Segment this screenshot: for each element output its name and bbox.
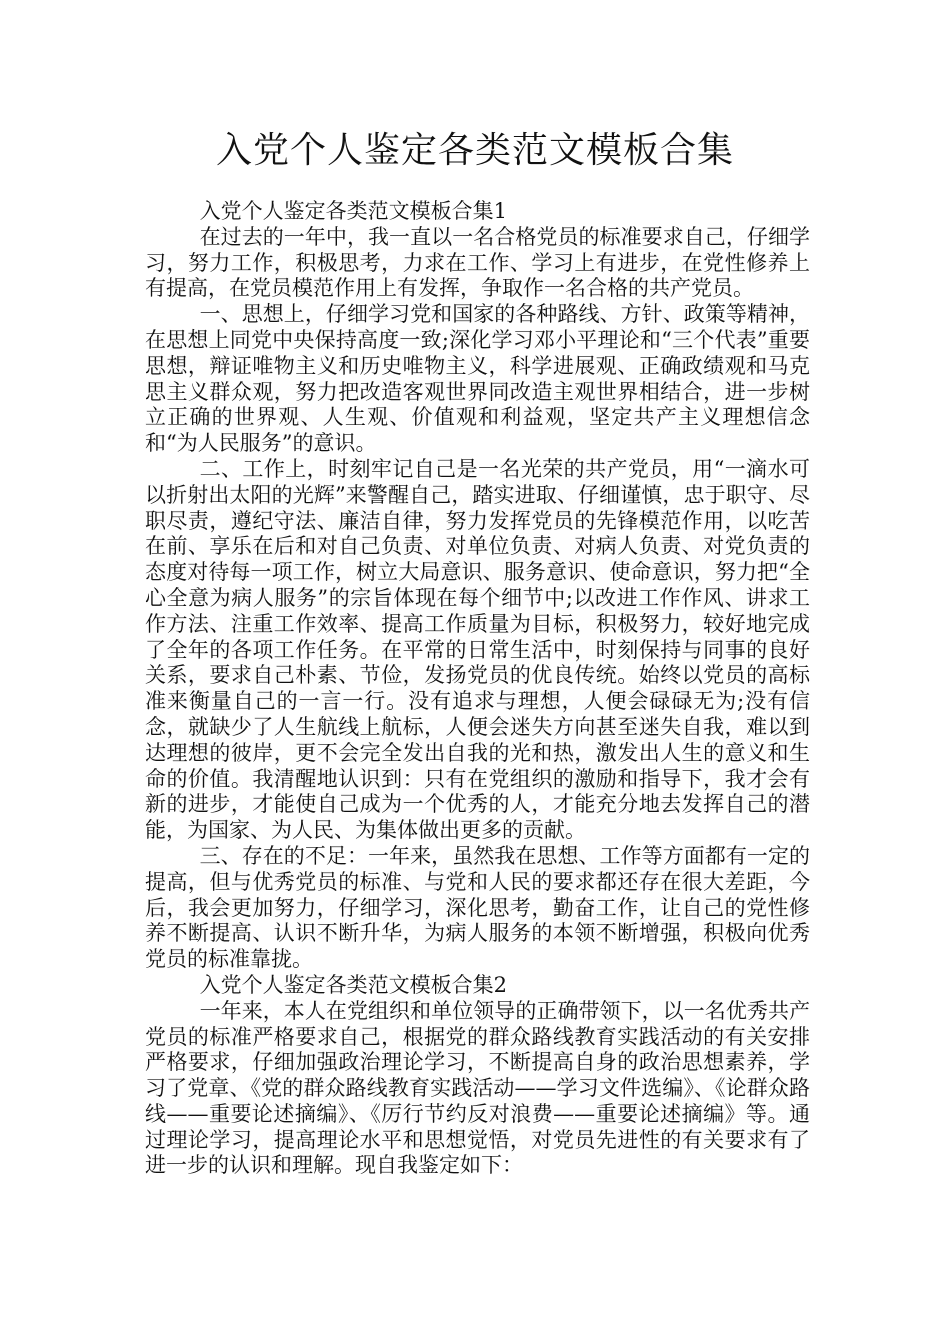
body-paragraph: 一年来，本人在党组织和单位领导的正确带领下，以一名优秀共产党员的标准严格要求自己，根据党的群众路线教育实践活动的有关安排严格要求，仔细加强政治理论学习，不断提高自身的政治思想素养，学习了党章、《党的群众路线教育实践活动——学习文件选编》、《论群众路线——重要论述摘编》、《厉行节约反对浪费——重要论述摘编》等。通过理论学习，提高理论水平和思想觉悟，对党员先进性的有关要求有了进一步的认识和理解。现自我鉴定如下： bbox=[145, 998, 810, 1178]
body-paragraph: 三、存在的不足：一年来，虽然我在思想、工作等方面都有一定的提高，但与优秀党员的标准、与党和人民的要求都还存在很大差距，今后，我会更加努力，仔细学习，深化思考，勤奋工作，让自己的党性修养不断提高、认识不断升华，为病人服务的本领不断增强，积极向优秀党员的标准靠拢。 bbox=[145, 843, 810, 972]
body-paragraph: 二、工作上，时刻牢记自己是一名光荣的共产党员，用“一滴水可以折射出太阳的光辉”来警醒自己，踏实进取、仔细谨慎，忠于职守、尽职尽责，遵纪守法、廉洁自律，努力发挥党员的先锋模范作用，以吃苦在前、享乐在后和对自己负责、对单位负责、对病人负责、对党负责的态度对待每一项工作，树立大局意识、服务意识、使命意识，努力把“全心全意为病人服务”的宗旨体现在每个细节中;以改进工作作风、讲求工作方法、注重工作效率、提高工作质量为目标，积极努力，较好地完成了全年的各项工作任务。在平常的日常生活中，时刻保持与同事的良好关系，要求自己朴素、节俭，发扬党员的优良传统。始终以党员的高标准来衡量自己的一言一行。没有追求与理想，人便会碌碌无为;没有信念，就缺少了人生航线上航标，人便会迷失方向甚至迷失自我，难以到达理想的彼岸，更不会完全发出自我的光和热，激发出人生的意义和生命的价值。我清醒地认识到：只有在党组织的激励和指导下，我才会有新的进步，才能使自己成为一个优秀的人，才能充分地去发挥自己的潜能，为国家、为人民、为集体做出更多的贡献。 bbox=[145, 456, 810, 843]
document-title: 入党个人鉴定各类范文模板合集 bbox=[215, 130, 734, 171]
section-heading-2: 入党个人鉴定各类范文模板合集2 bbox=[199, 972, 507, 997]
body-paragraph: 一、思想上，仔细学习党和国家的各种路线、方针、政策等精神，在思想上同党中央保持高度一致;深化学习邓小平理论和“三个代表”重要思想，辩证唯物主义和历史唯物主义，科学进展观、正确政绩观和马克思主义群众观，努力把改造客观世界同改造主观世界相结合，进一步树立正确的世界观、人生观、价值观和利益观，坚定共产主义理想信念和“为人民服务”的意识。 bbox=[145, 302, 810, 456]
body-paragraph: 在过去的一年中，我一直以一名合格党员的标准要求自己，仔细学习，努力工作，积极思考，力求在工作、学习上有进步，在党性修养上有提高，在党员模范作用上有发挥，争取作一名合格的共产党员。 bbox=[145, 224, 810, 301]
document-body bbox=[145, 199, 810, 1179]
section-heading-1: 入党个人鉴定各类范文模板合集1 bbox=[199, 199, 507, 223]
